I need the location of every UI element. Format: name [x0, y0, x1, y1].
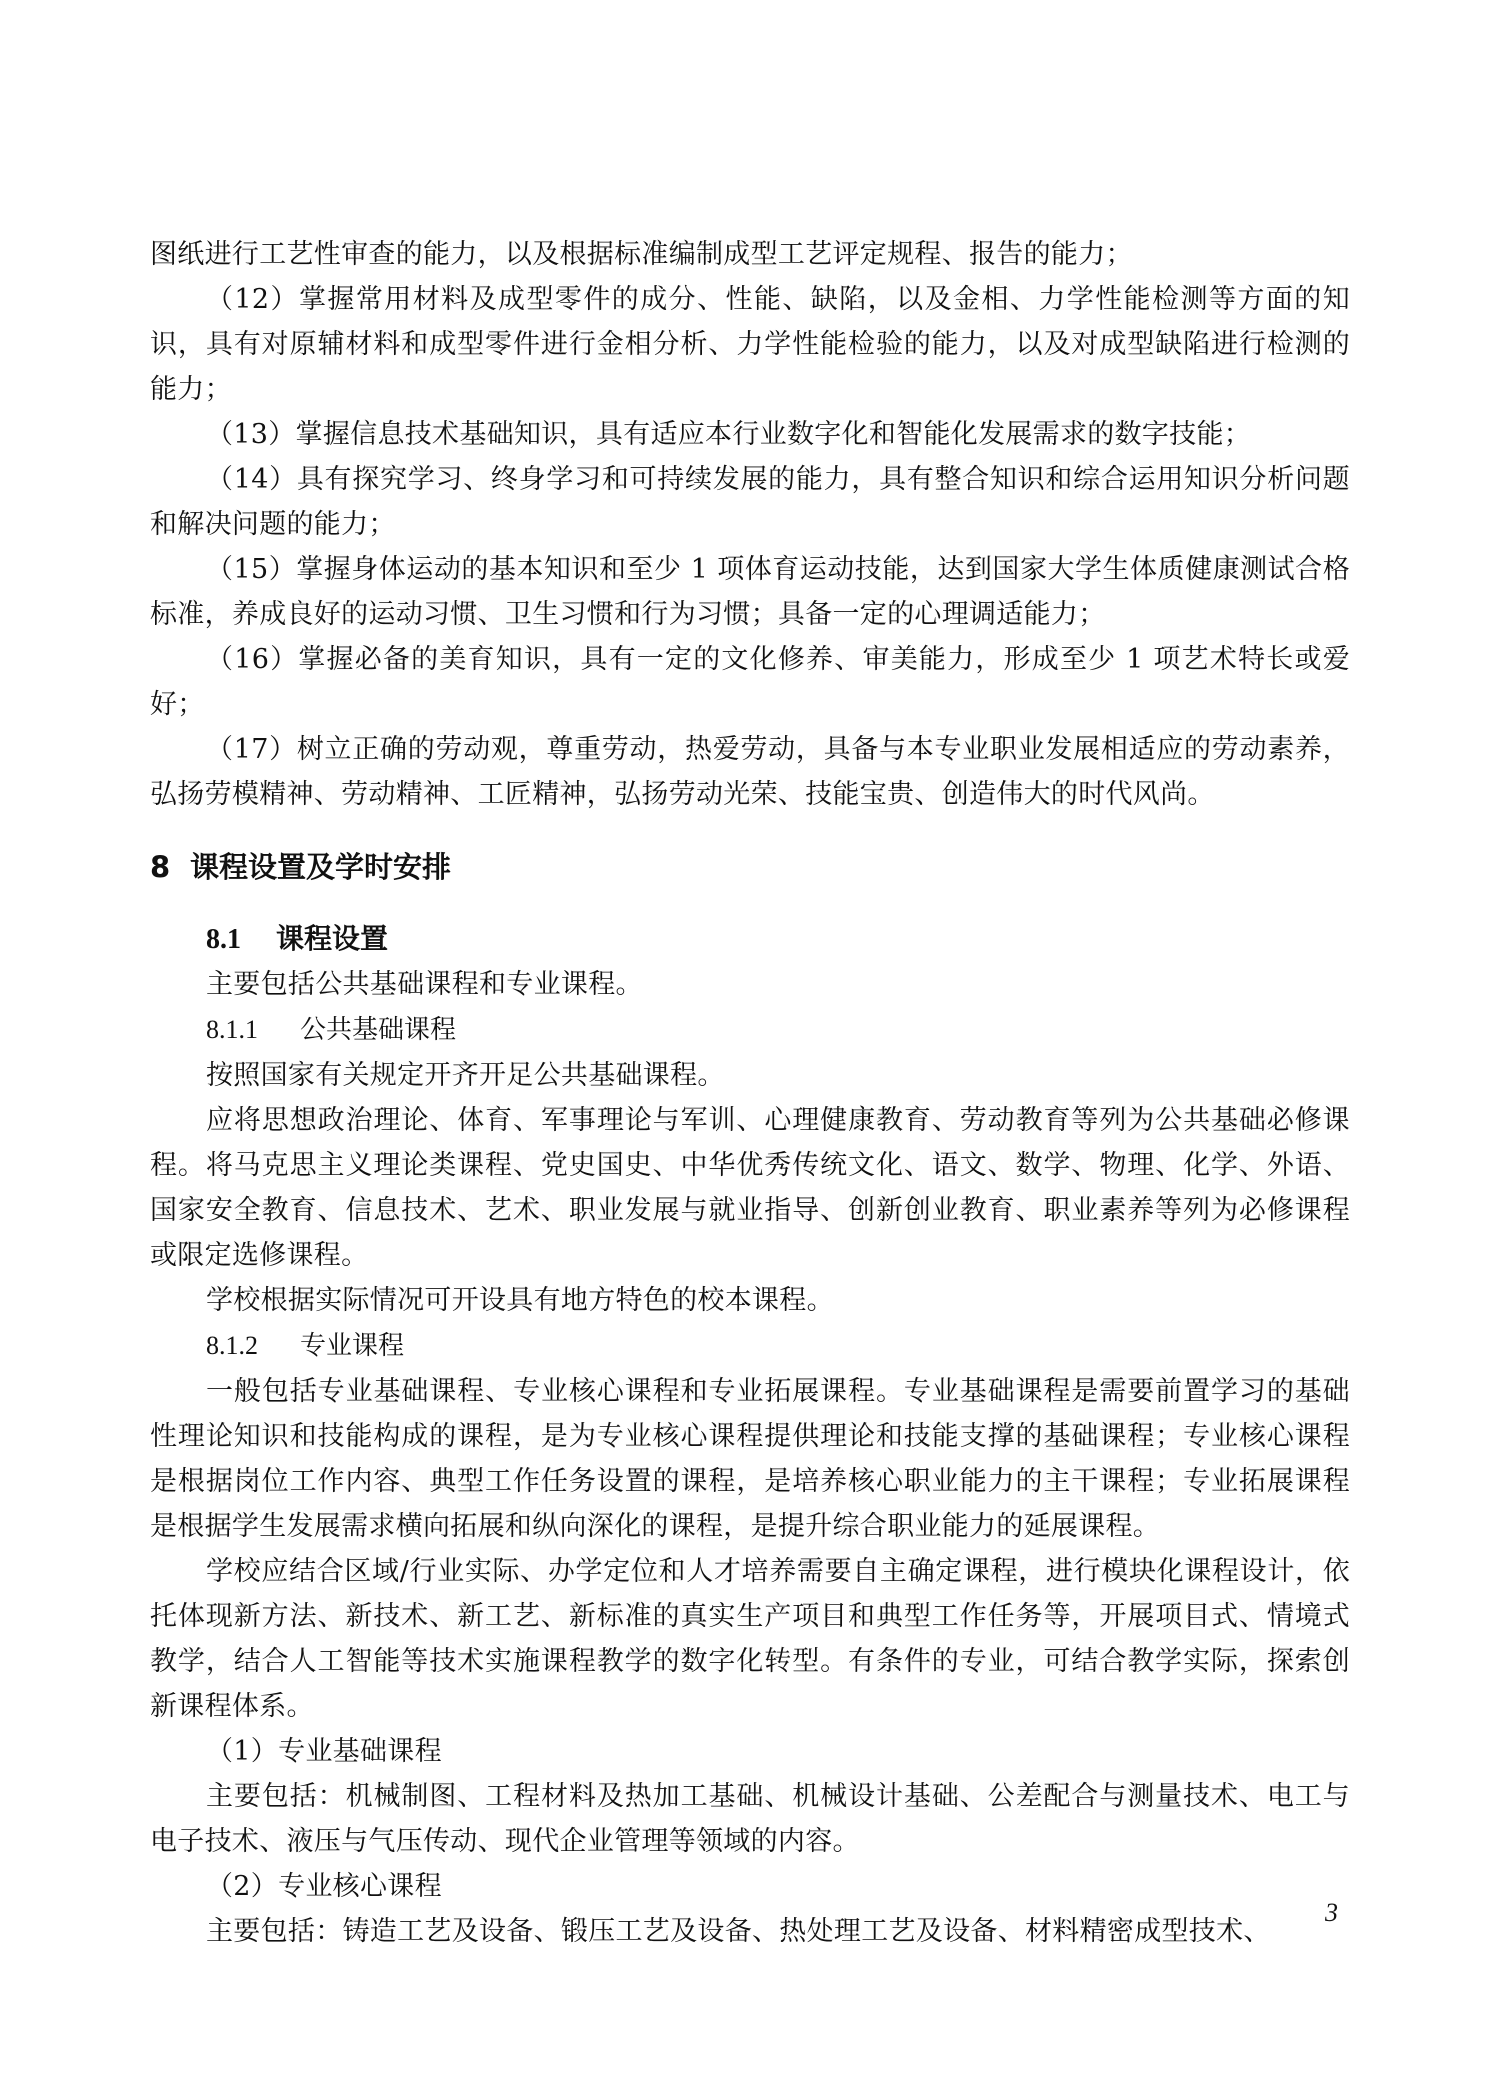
list-heading-professional-core: （2）专业核心课程 [206, 1871, 442, 1902]
subsubsection-number: 8.1.2 [206, 1331, 258, 1360]
section-title: 课程设置及学时安排 [190, 850, 452, 884]
subsubsection-title: 专业课程 [300, 1331, 405, 1361]
paragraph: （12）掌握常用材料及成型零件的成分、性能、缺陷，以及金相、力学性能检测等方面的知识，具有对原辅材料和成型零件进行金相分析、力学性能检验的能力，以及对成型缺陷进行检测的能力； [150, 284, 1350, 405]
paragraph: 主要包括：机械制图、工程材料及热加工基础、机械设计基础、公差配合与测量技术、电工与电子技术、液压与气压传动、现代企业管理等领域的内容。 [150, 1781, 1350, 1857]
subsubsection-title: 公共基础课程 [300, 1015, 457, 1045]
paragraph: （17）树立正确的劳动观，尊重劳动，热爱劳动，具备与本专业职业发展相适应的劳动素养，弘扬劳模精神、劳动精神、工匠精神，弘扬劳动光荣、技能宝贵、创造伟大的时代风尚。 [150, 734, 1350, 810]
subsubsection-heading-8-1-1 [150, 1007, 1350, 1053]
subsection-number: 8.1 [206, 924, 241, 955]
paragraph: 主要包括：铸造工艺及设备、锻压工艺及设备、热处理工艺及设备、材料精密成型技术、 [206, 1916, 1271, 1947]
paragraph: 应将思想政治理论、体育、军事理论与军训、心理健康教育、劳动教育等列为公共基础必修课程。将马克思主义理论类课程、党史国史、中华优秀传统文化、语文、数学、物理、化学、外语、国家安全教育、信息技术、艺术、职业发展与就业指导、创新创业教育、职业素养等列为必修课程或限定选修课程。 [150, 1105, 1350, 1271]
page-body [150, 232, 1350, 1954]
subsection-title: 课程设置 [276, 922, 389, 955]
paragraph: 学校根据实际情况可开设具有地方特色的校本课程。 [206, 1285, 834, 1316]
paragraph: 图纸进行工艺性审查的能力，以及根据标准编制成型工艺评定规程、报告的能力； [150, 239, 1133, 270]
section-number: 8 [150, 850, 171, 884]
subsubsection-heading-8-1-2 [150, 1323, 1350, 1369]
paragraph: 一般包括专业基础课程、专业核心课程和专业拓展课程。专业基础课程是需要前置学习的基础性理论知识和技能构成的课程，是为专业核心课程提供理论和技能支撑的基础课程；专业核心课程是根据岗位工作内容、典型工作任务设置的课程，是培养核心职业能力的主干课程；专业拓展课程是根据学生发展需求横向拓展和纵向深化的课程，是提升综合职业能力的延展课程。 [150, 1376, 1350, 1542]
subsection-heading-8-1 [150, 916, 1350, 962]
paragraph: 按照国家有关规定开齐开足公共基础课程。 [206, 1060, 725, 1091]
paragraph: （14）具有探究学习、终身学习和可持续发展的能力，具有整合知识和综合运用知识分析问题和解决问题的能力； [150, 464, 1350, 540]
list-heading-professional-basic: （1）专业基础课程 [206, 1736, 442, 1767]
page-number: 3 [1325, 1898, 1338, 1927]
subsubsection-number: 8.1.1 [206, 1015, 258, 1044]
section-heading-8 [150, 845, 1350, 890]
paragraph: 学校应结合区域/行业实际、办学定位和人才培养需要自主确定课程，进行模块化课程设计，依托体现新方法、新技术、新工艺、新标准的真实生产项目和典型工作任务等，开展项目式、情境式教学，结合人工智能等技术实施课程教学的数字化转型。有条件的专业，可结合教学实际，探索创新课程体系。 [150, 1556, 1350, 1722]
paragraph: （15）掌握身体运动的基本知识和至少 1 项体育运动技能，达到国家大学生体质健康测试合格标准，养成良好的运动习惯、卫生习惯和行为习惯；具备一定的心理调适能力； [150, 554, 1350, 630]
paragraph: 主要包括公共基础课程和专业课程。 [206, 969, 643, 1000]
paragraph: （13）掌握信息技术基础知识，具有适应本行业数字化和智能化发展需求的数字技能； [206, 419, 1252, 450]
paragraph: （16）掌握必备的美育知识，具有一定的文化修养、审美能力，形成至少 1 项艺术特长或爱好； [150, 644, 1350, 720]
